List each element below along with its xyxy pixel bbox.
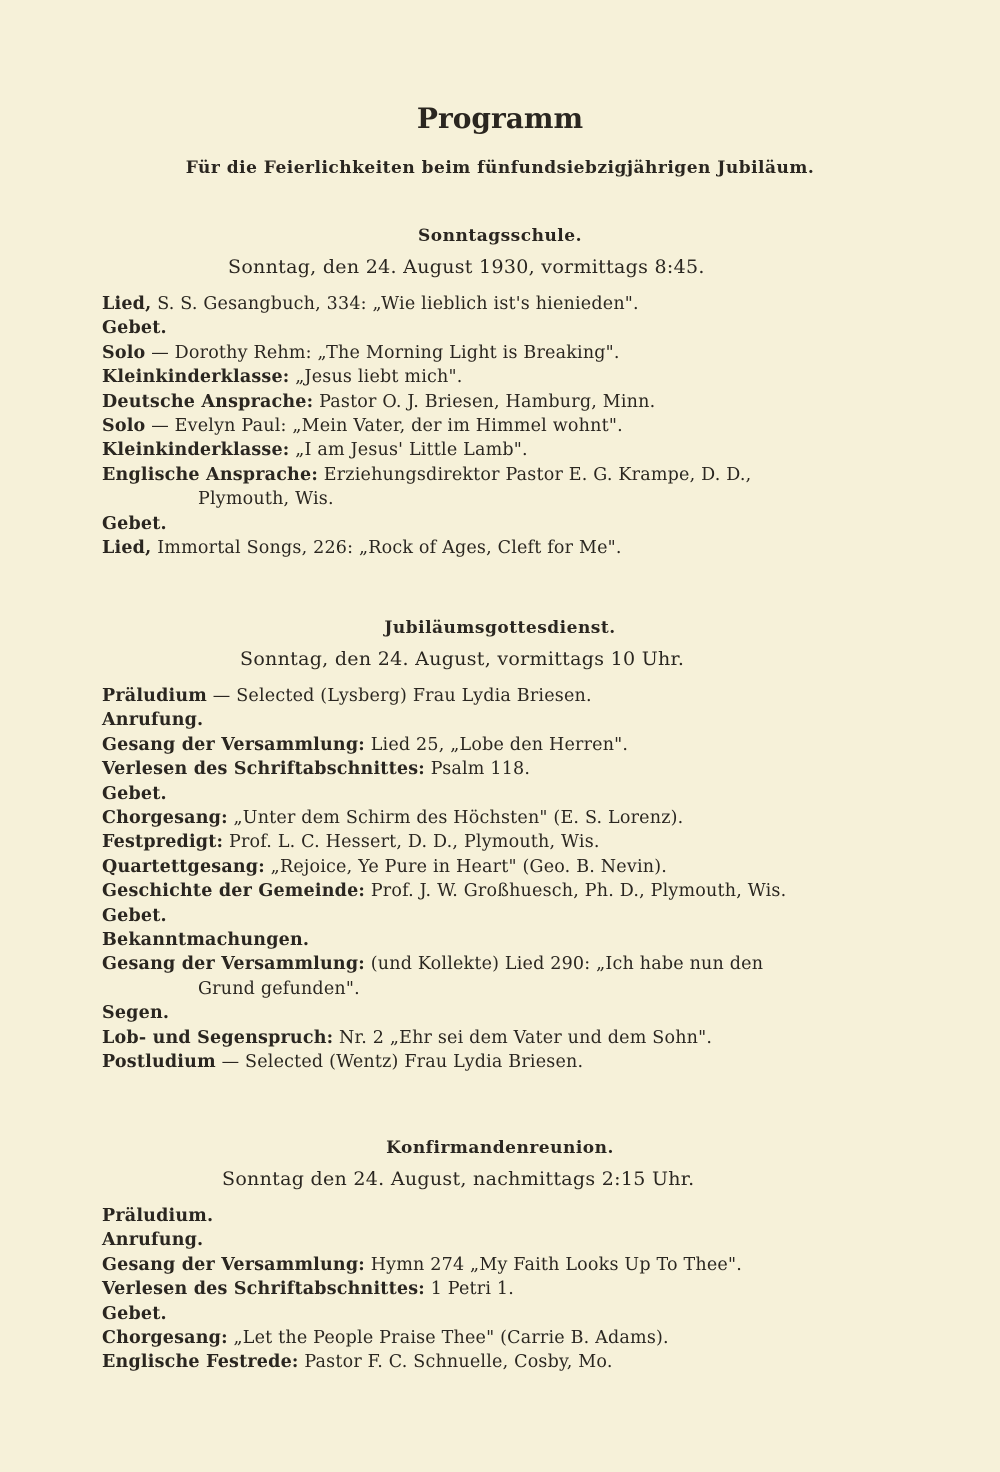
item-label: Solo xyxy=(102,342,146,363)
page-title: Programm xyxy=(416,102,584,135)
program-item xyxy=(102,830,862,854)
item-label: Gebet. xyxy=(102,318,167,339)
item-continuation: Grund gefunden". xyxy=(198,978,360,999)
item-label: Anrufung. xyxy=(102,1230,204,1251)
item-label: Gebet. xyxy=(102,1303,167,1324)
item-label: Lied, xyxy=(102,294,152,314)
item-label: Präludium. xyxy=(102,1206,214,1226)
item-text: „Rejoice, Ye Pure in Heart" (Geo. B. Nevin). xyxy=(270,856,668,877)
program-item xyxy=(102,512,862,536)
program-item xyxy=(102,904,862,928)
item-label: Präludium xyxy=(102,686,208,706)
program-item xyxy=(102,1302,862,1326)
item-label: Segen. xyxy=(102,1003,170,1024)
item-label: Kleinkinderklasse: xyxy=(102,367,290,388)
program-item xyxy=(102,806,862,830)
program-item xyxy=(102,1050,862,1074)
item-label: Lob- und Segenspruch: xyxy=(102,1027,334,1048)
section-date: Sonntag, den 24. August 1930, vormittags 8:45. xyxy=(228,256,705,278)
item-continuation: Plymouth, Wis. xyxy=(198,489,334,510)
item-label: Kleinkinderklasse: xyxy=(102,440,290,461)
item-label: Gesang der Versammlung: xyxy=(102,1254,365,1275)
program-item xyxy=(102,1001,862,1025)
section-date: Sonntag den 24. August, nachmittags 2:15 Uhr. xyxy=(222,1168,695,1190)
program-item xyxy=(102,341,862,365)
item-text: „Unter dem Schirm des Höchsten" (E. S. Lorenz). xyxy=(233,808,684,829)
item-text: „I am Jesus' Little Lamb". xyxy=(295,440,528,461)
item-label: Deutsche Ansprache: xyxy=(102,391,314,412)
program-item xyxy=(102,463,862,487)
item-label: Anrufung. xyxy=(102,710,204,731)
item-text: Pastor O. J. Briesen, Hamburg, Minn. xyxy=(319,391,656,412)
item-text: Lied 25, „Lobe den Herren". xyxy=(370,734,629,755)
item-text: Pastor F. C. Schnuelle, Cosby, Mo. xyxy=(304,1352,613,1373)
item-text: 1 Petri 1. xyxy=(430,1279,514,1300)
program-item xyxy=(102,1350,862,1374)
item-text: Hymn 274 „My Faith Looks Up To Thee". xyxy=(370,1254,742,1275)
program-item xyxy=(102,1204,862,1228)
program-item xyxy=(102,782,862,806)
item-text: — Selected (Lysberg) Frau Lydia Briesen. xyxy=(212,686,592,706)
program-item xyxy=(102,952,862,976)
program-item xyxy=(102,708,862,732)
program-item xyxy=(102,1228,862,1252)
section-konfirmandenreunion xyxy=(0,1138,1000,1375)
item-text: S. S. Gesangbuch, 334: „Wie lieblich ist's hienieden". xyxy=(157,294,639,314)
item-text: Immortal Songs, 226: „Rock of Ages, Cleft for Me". xyxy=(157,538,622,559)
program-item xyxy=(102,733,862,757)
item-text: Psalm 118. xyxy=(430,759,531,780)
item-label: Lied, xyxy=(102,538,152,559)
section-jubilaeumsgottesdienst xyxy=(0,618,1000,1075)
item-label: Postludium xyxy=(102,1052,216,1073)
item-label: Englische Festrede: xyxy=(102,1352,299,1373)
item-label: Gebet. xyxy=(102,905,167,926)
item-text: „Let the People Praise Thee" (Carrie B. Adams). xyxy=(233,1328,669,1349)
page-subtitle: Für die Feierlichkeiten beim fünfundsiebzigjährigen Jubiläum. xyxy=(185,158,815,178)
program-item xyxy=(102,1253,862,1277)
item-label: Verlesen des Schriftabschnittes: xyxy=(102,1279,425,1300)
item-label: Englische Ansprache: xyxy=(102,464,318,485)
program-item xyxy=(102,1026,862,1050)
program-item xyxy=(102,855,862,879)
program-item xyxy=(102,536,862,560)
item-label: Festpredigt: xyxy=(102,832,224,853)
program-item xyxy=(102,928,862,952)
item-label: Gebet. xyxy=(102,783,167,804)
section-heading: Konfirmandenreunion. xyxy=(386,1138,614,1158)
item-text: Prof. L. C. Hessert, D. D., Plymouth, Wis. xyxy=(228,832,600,853)
section-sonntagsschule xyxy=(0,226,1000,560)
program-item xyxy=(102,1277,862,1301)
item-label: Geschichte der Gemeinde: xyxy=(102,881,366,902)
item-label: Verlesen des Schriftabschnittes: xyxy=(102,759,425,780)
item-text: — Dorothy Rehm: „The Morning Light is Breaking". xyxy=(151,342,620,363)
item-text: — Evelyn Paul: „Mein Vater, der im Himmel wohnt". xyxy=(151,416,623,437)
item-label: Chorgesang: xyxy=(102,808,228,829)
program-item xyxy=(102,390,862,414)
item-label: Solo xyxy=(102,416,146,437)
item-text: Prof. J. W. Großhuesch, Ph. D., Plymouth, Wis. xyxy=(370,881,787,902)
item-text: — Selected (Wentz) Frau Lydia Briesen. xyxy=(221,1052,584,1073)
program-item xyxy=(102,879,862,903)
item-label: Gebet. xyxy=(102,513,167,534)
program-item xyxy=(102,414,862,438)
section-date: Sonntag, den 24. August, vormittags 10 Uhr. xyxy=(240,648,685,670)
program-item xyxy=(102,365,862,389)
item-text: Erziehungsdirektor Pastor E. G. Krampe, D. D., xyxy=(323,464,752,485)
item-text: „Jesus liebt mich". xyxy=(295,367,463,388)
item-label: Quartettgesang: xyxy=(102,856,265,877)
section-heading: Sonntagsschule. xyxy=(418,226,582,246)
item-label: Gesang der Versammlung: xyxy=(102,734,365,755)
program-item xyxy=(102,1326,862,1350)
item-label: Bekanntmachungen. xyxy=(102,930,310,951)
program-item xyxy=(102,757,862,781)
program-item xyxy=(102,438,862,462)
section-heading: Jubiläumsgottesdienst. xyxy=(384,618,616,638)
program-item xyxy=(102,292,862,316)
item-label: Chorgesang: xyxy=(102,1328,228,1349)
program-item xyxy=(102,316,862,340)
program-item xyxy=(102,684,862,708)
item-text: (und Kollekte) Lied 290: „Ich habe nun den xyxy=(370,954,764,975)
item-text: Nr. 2 „Ehr sei dem Vater und dem Sohn". xyxy=(339,1027,713,1048)
item-label: Gesang der Versammlung: xyxy=(102,954,365,975)
